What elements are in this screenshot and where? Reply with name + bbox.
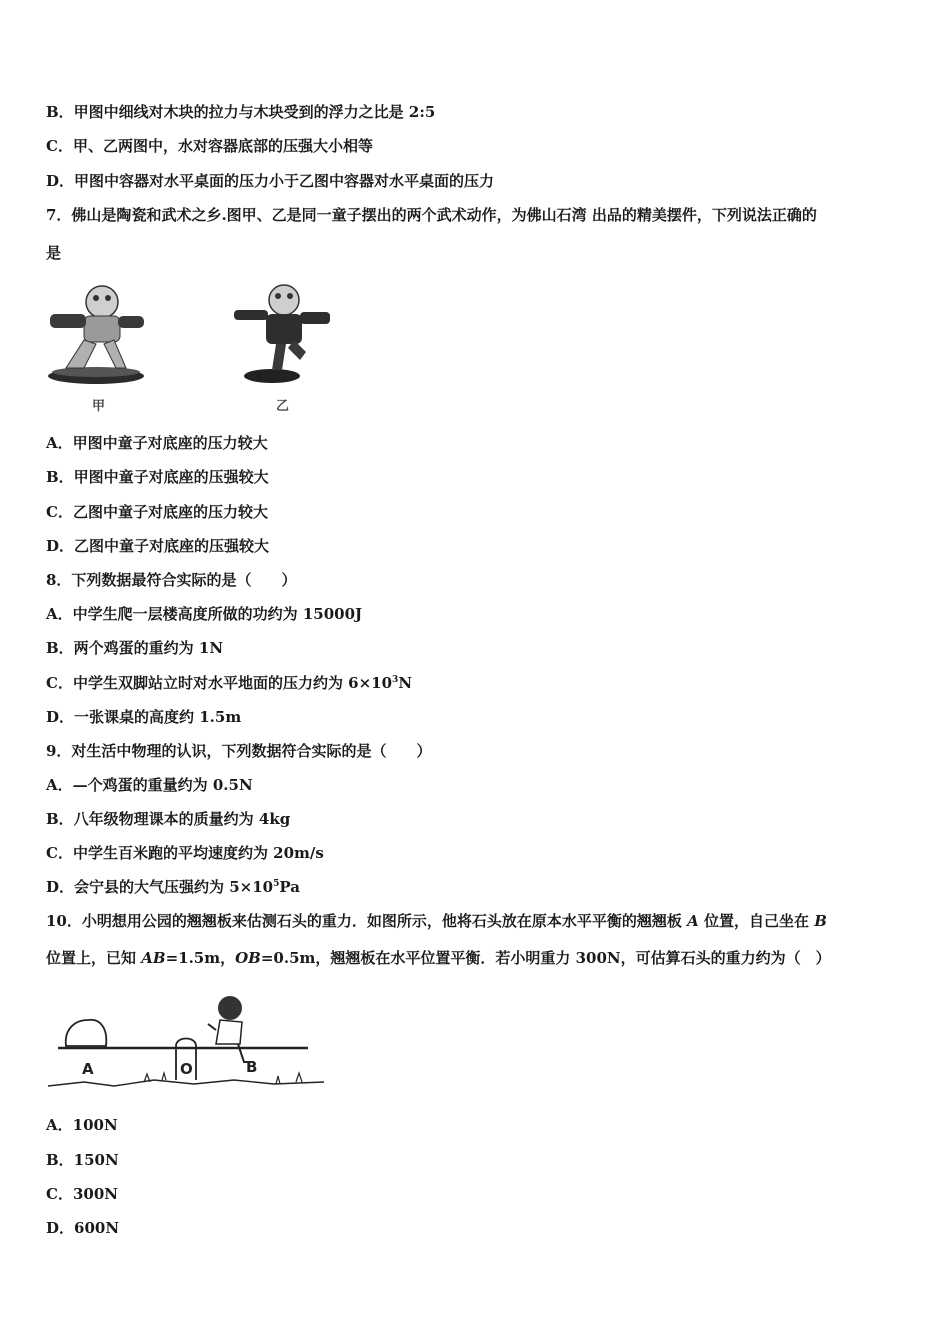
q9-option-d-text: D．会宁县的大气压强约为 5×10 bbox=[46, 878, 274, 896]
q8-option-a: A．中学生爬一层楼高度所做的功约为 15000J bbox=[46, 605, 363, 623]
boy-illustration bbox=[208, 996, 252, 1062]
q8-option-c bbox=[46, 673, 412, 693]
q9-option-d-unit: Pa bbox=[279, 878, 300, 896]
q8-option-c-unit: N bbox=[398, 674, 413, 692]
q7-fig-label-a: 甲 bbox=[92, 399, 106, 414]
q9-option-d bbox=[46, 877, 300, 897]
q7-figure-kungfu-boys bbox=[44, 278, 344, 418]
q8-option-c-exponent: 3 bbox=[392, 675, 399, 685]
q10-option-b: B．150N bbox=[46, 1151, 119, 1169]
q8-option-c-text: C．中学生双脚站立时对水平地面的压力约为 6×10 bbox=[46, 674, 393, 692]
q10-stem-var-b: B bbox=[814, 912, 827, 930]
q10-stem-text-e: =0.5m，翘翘板在水平位置平衡．若小明重力 300N，可估算石头的重力约为（ ） bbox=[260, 949, 831, 967]
q10-stem-var-ab: AB bbox=[141, 949, 166, 967]
q8-stem: 8．下列数据最符合实际的是（ ） bbox=[46, 571, 297, 589]
q7-option-a: A．甲图中童子对底座的压力较大 bbox=[46, 434, 268, 452]
q10-stem-text-c: 位置上，已知 bbox=[46, 949, 142, 967]
q10-stem-var-a: A bbox=[687, 912, 699, 930]
q9-stem: 9．对生活中物理的认识，下列数据符合实际的是（ ） bbox=[46, 742, 432, 760]
ground-line bbox=[48, 1080, 324, 1086]
q10-stem-var-ob: OB bbox=[235, 949, 261, 967]
q8-option-d: D．一张课桌的高度约 1.5m bbox=[46, 708, 242, 726]
q7-stem-line2: 是 bbox=[46, 244, 62, 262]
q7-option-b: B．甲图中童子对底座的压强较大 bbox=[46, 468, 269, 486]
fig-label-o: O bbox=[180, 1060, 193, 1078]
q10-option-a: A．100N bbox=[46, 1116, 118, 1134]
q6-option-d: D．甲图中容器对水平桌面的压力小于乙图中容器对水平桌面的压力 bbox=[46, 172, 495, 190]
kungfu-boy-b-illustration bbox=[234, 285, 330, 383]
q10-seesaw-figure bbox=[44, 990, 334, 1095]
grass-tufts bbox=[144, 1073, 302, 1084]
q8-option-b: B．两个鸡蛋的重约为 1N bbox=[46, 639, 224, 657]
q10-stem-text-a: 10．小明想用公园的翘翘板来估测石头的重力．如图所示，他将石头放在原本水平平衡的翘翘板 bbox=[46, 912, 688, 930]
q10-option-c: C．300N bbox=[46, 1185, 118, 1203]
q6-option-b: B．甲图中细线对木块的拉力与木块受到的浮力之比是 2:5 bbox=[46, 103, 436, 121]
q9-option-d-exponent: 5 bbox=[273, 879, 280, 889]
q10-stem-line1 bbox=[46, 911, 827, 931]
q7-option-d: D．乙图中童子对底座的压强较大 bbox=[46, 537, 270, 555]
q7-fig-label-b: 乙 bbox=[276, 399, 290, 414]
q6-option-c: C．甲、乙两图中，水对容器底部的压强大小相等 bbox=[46, 137, 373, 155]
q7-stem-line1: 7．佛山是陶瓷和武术之乡.图甲、乙是同一童子摆出的两个武术动作，为佛山石湾 出品的精美摆件，下列说法正确的 bbox=[46, 206, 817, 224]
q9-option-b: B．八年级物理课本的质量约为 4kg bbox=[46, 810, 291, 828]
q10-stem-text-b: 位置，自己坐在 bbox=[698, 912, 815, 930]
q9-option-a: A．—个鸡蛋的重量约为 0.5N bbox=[46, 776, 253, 794]
q10-option-d: D．600N bbox=[46, 1219, 120, 1237]
q9-option-c: C．中学生百米跑的平均速度约为 20m/s bbox=[46, 844, 324, 862]
kungfu-boy-a-illustration bbox=[48, 286, 144, 384]
fig-label-b: B bbox=[246, 1058, 258, 1076]
fig-label-a: A bbox=[82, 1060, 94, 1078]
q10-stem-line2 bbox=[46, 948, 831, 968]
q10-stem-text-d: =1.5m， bbox=[165, 949, 236, 967]
rock-illustration bbox=[66, 1020, 107, 1046]
q7-option-c: C．乙图中童子对底座的压力较大 bbox=[46, 503, 268, 521]
